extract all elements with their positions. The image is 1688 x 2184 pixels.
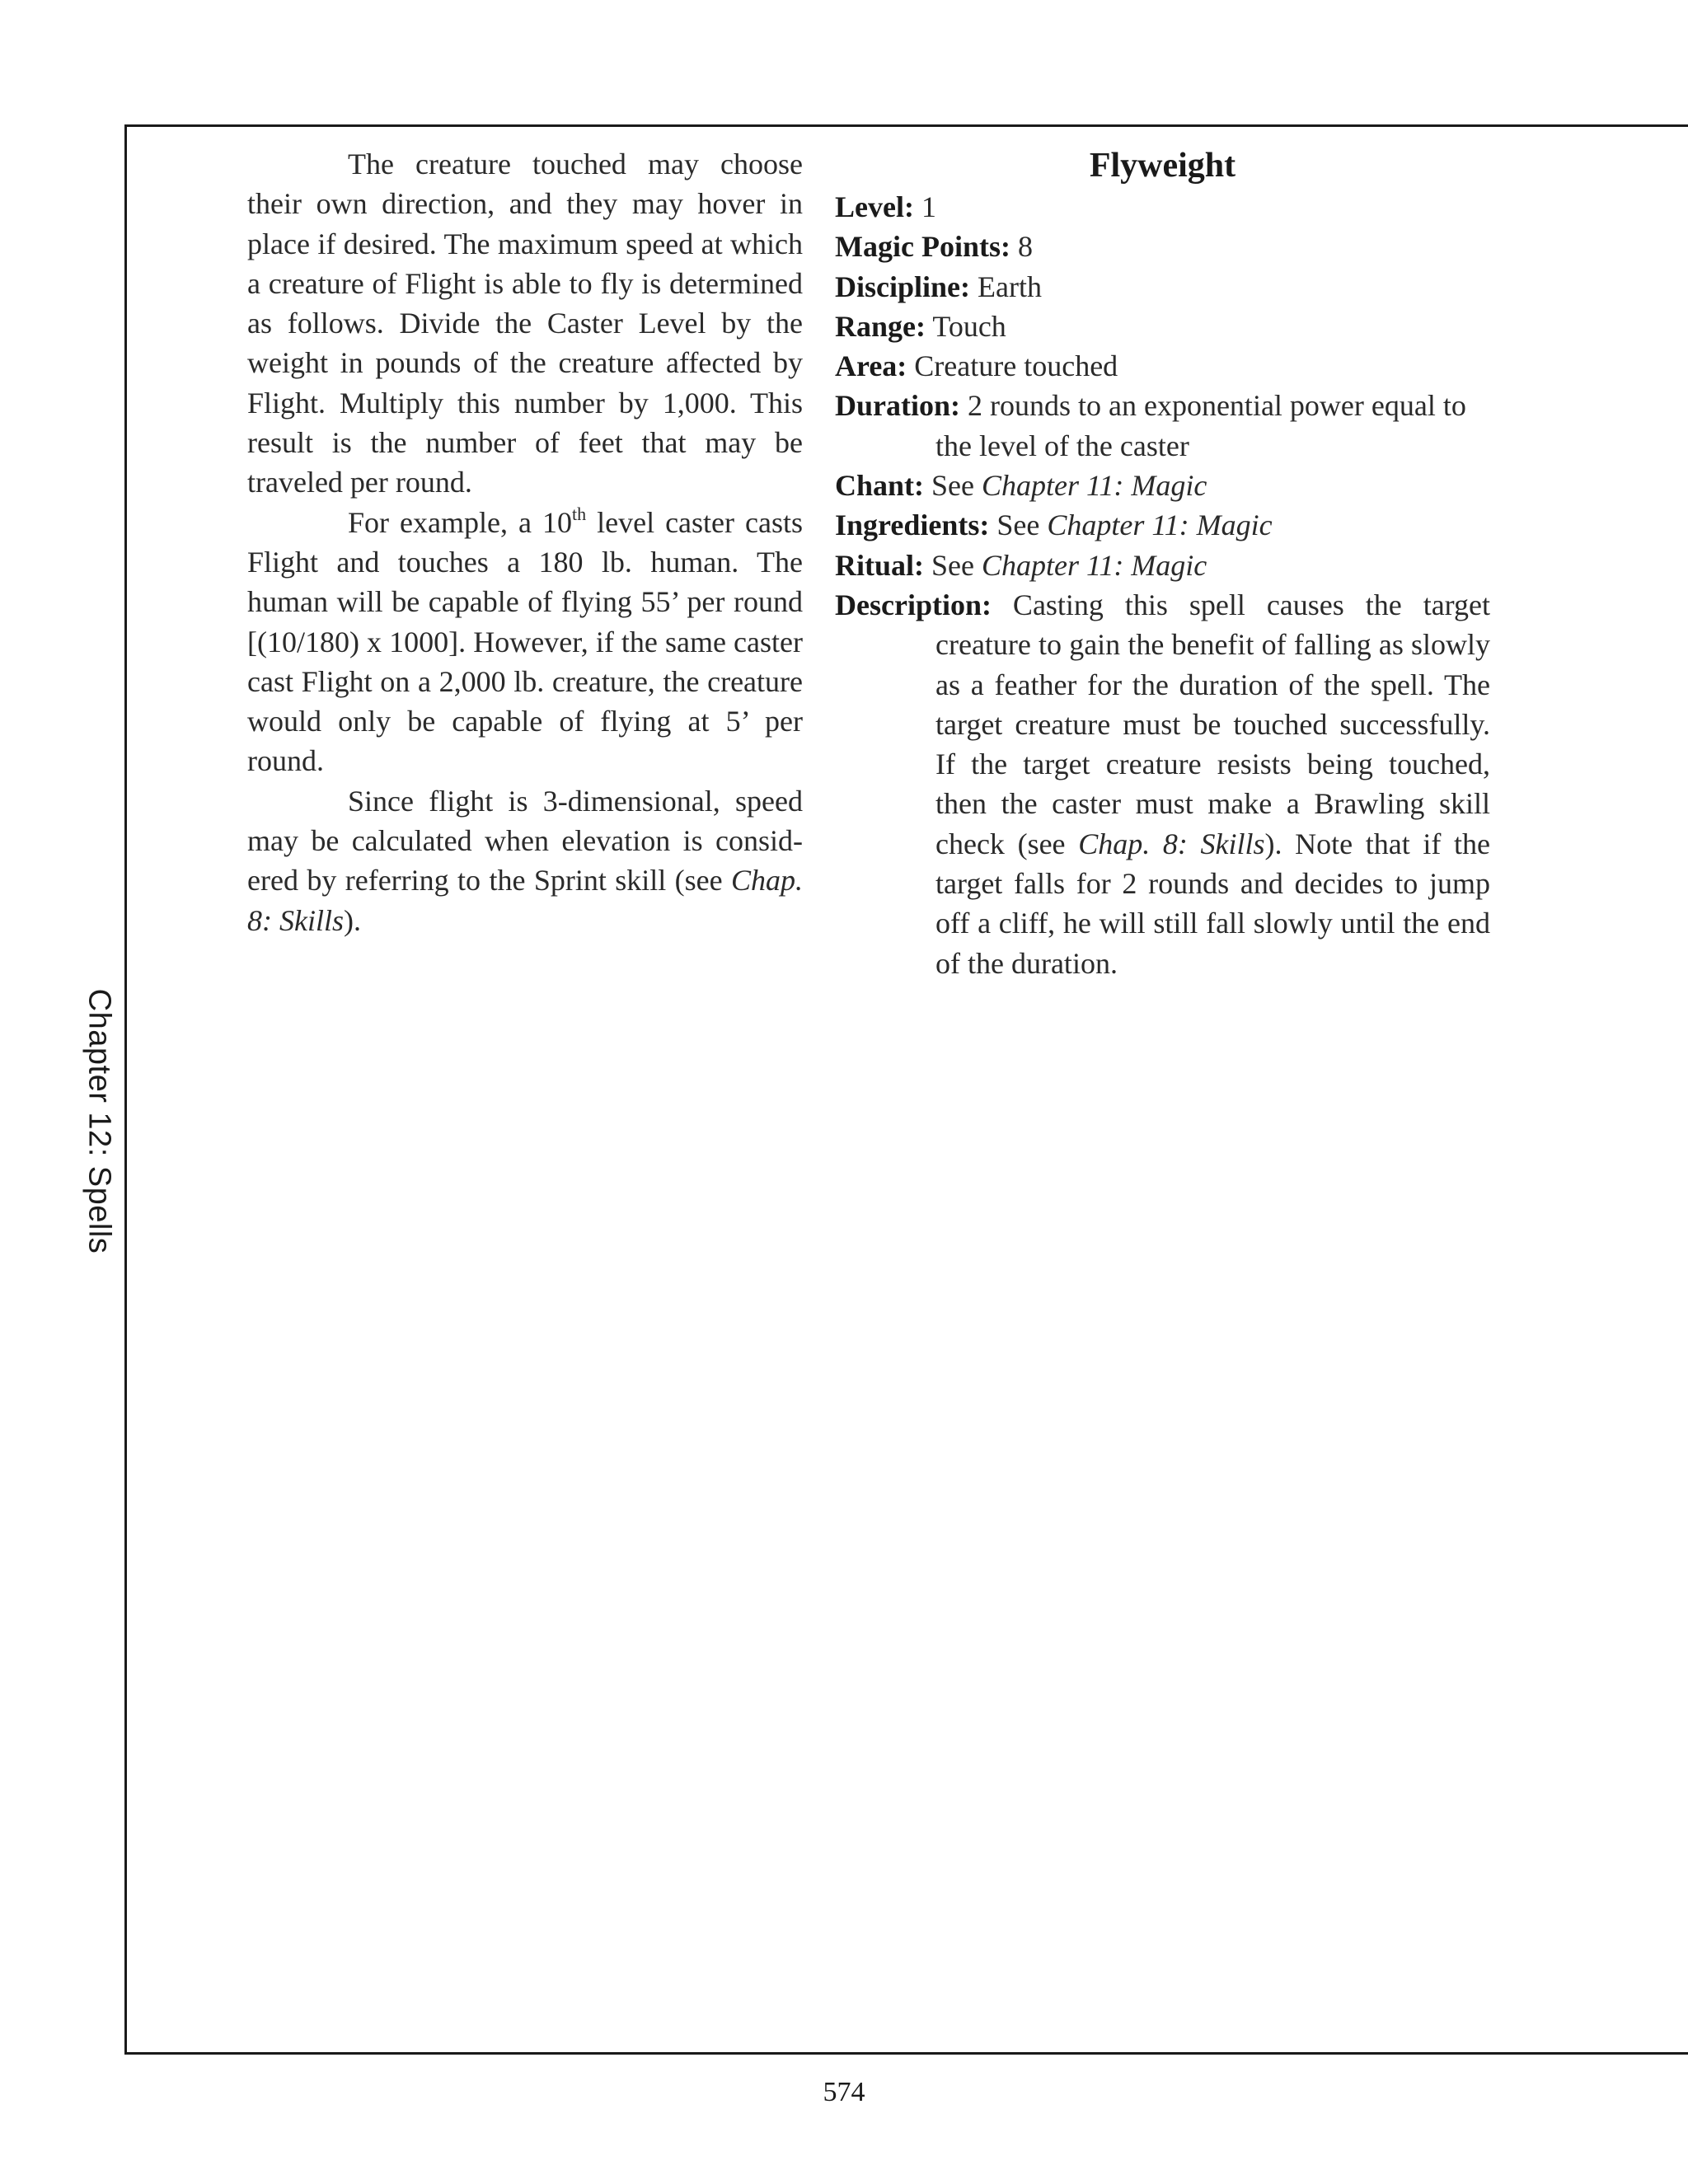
stat-value: 1 bbox=[913, 190, 936, 223]
stat-area bbox=[835, 346, 1490, 386]
chapter-label-text: Chapter 12: Spells bbox=[82, 988, 117, 1254]
stat-duration bbox=[835, 386, 1490, 466]
stat-value: Creature touched bbox=[907, 349, 1118, 383]
stat-ingredients bbox=[835, 505, 1490, 545]
flight-example-paragraph bbox=[247, 503, 803, 781]
stat-value: Earth bbox=[970, 269, 1042, 303]
stat-value: 2 rounds to an exponential power equal to the level of the caster bbox=[935, 389, 1466, 462]
spell-title: Flyweight bbox=[1089, 147, 1236, 185]
stat-label: Description: bbox=[835, 588, 992, 621]
stat-magic-points bbox=[835, 227, 1490, 266]
flight-speed-paragraph: The creature touched may choose their own direction, and they may hover in place if desired. The maximum speed at which a creature of Flight is able to fly is determined as follows. Divide the Caster Level by the weight in pounds of the creature affected by Flight. Multiply this number by 1,000. This result is the number of feet that may be traveled per round. bbox=[247, 148, 803, 499]
stat-chant bbox=[835, 466, 1490, 505]
stat-label: Chant: bbox=[835, 469, 925, 503]
description-text-start: Casting this spell causes the target creature to gain the benefit of falling as slowly as a feather for the duration of the spell. The target creature must be touched successfully. If the target creature resists being touched, then the caster must make a Brawling skill check (see bbox=[935, 588, 1490, 860]
stat-value: Touch bbox=[926, 309, 1006, 343]
elevation-paragraph bbox=[247, 781, 803, 940]
page-number: 574 bbox=[823, 2077, 865, 2107]
left-column bbox=[247, 144, 803, 940]
stat-range bbox=[835, 307, 1490, 346]
stat-level bbox=[835, 187, 1490, 227]
example-text-end: level caster casts Flight and touches a 180 lb. human. The human will be capable of flying 55’ per round [(10/180) x 1000]. However, if the same caster cast Flight on a 2,000 lb. creature, the creature would only be capable of flying at 5’ per round. bbox=[247, 505, 804, 778]
chapter-side-label bbox=[49, 972, 148, 1269]
spell-entry bbox=[835, 144, 1490, 983]
chapter-reference: Chap. 8: Skills bbox=[247, 864, 803, 937]
stat-discipline bbox=[835, 267, 1490, 307]
example-text-start: For example, a 10 bbox=[348, 505, 572, 539]
chapter-reference: Chap. 8: Skills bbox=[1078, 827, 1265, 860]
stat-label: Range: bbox=[835, 309, 926, 343]
stat-label: Ritual: bbox=[835, 548, 924, 582]
stat-description bbox=[835, 585, 1490, 983]
stat-label: Discipline: bbox=[835, 269, 971, 303]
ordinal-superscript: th bbox=[571, 503, 587, 524]
elevation-text-end: ). bbox=[343, 903, 361, 937]
stat-label: Magic Points: bbox=[835, 230, 1010, 264]
stat-label: Level: bbox=[835, 190, 914, 223]
chapter-reference: Chapter 11: Magic bbox=[981, 548, 1207, 582]
elevation-text-start: Since flight is 3-dimensional, speed may be calculated when elevation is considered by referring to the Sprint skill (see bbox=[247, 784, 803, 898]
chapter-reference: Chapter 11: Magic bbox=[982, 469, 1207, 503]
stat-label: Area: bbox=[835, 349, 907, 383]
stat-value: 8 bbox=[1010, 230, 1033, 264]
stat-label: Duration: bbox=[835, 389, 960, 423]
stat-ritual bbox=[835, 546, 1490, 585]
stat-label: Ingredients: bbox=[835, 509, 990, 542]
description-text-end: ). Note that if the target falls for 2 rounds and decides to jump off a cliff, he will still fall slowly until the end of the duration. bbox=[935, 827, 1490, 980]
stat-see: See bbox=[989, 509, 1048, 542]
chapter-reference: Chapter 11: Magic bbox=[1047, 509, 1273, 542]
stat-see: See bbox=[924, 469, 982, 503]
stat-see: See bbox=[924, 548, 982, 582]
